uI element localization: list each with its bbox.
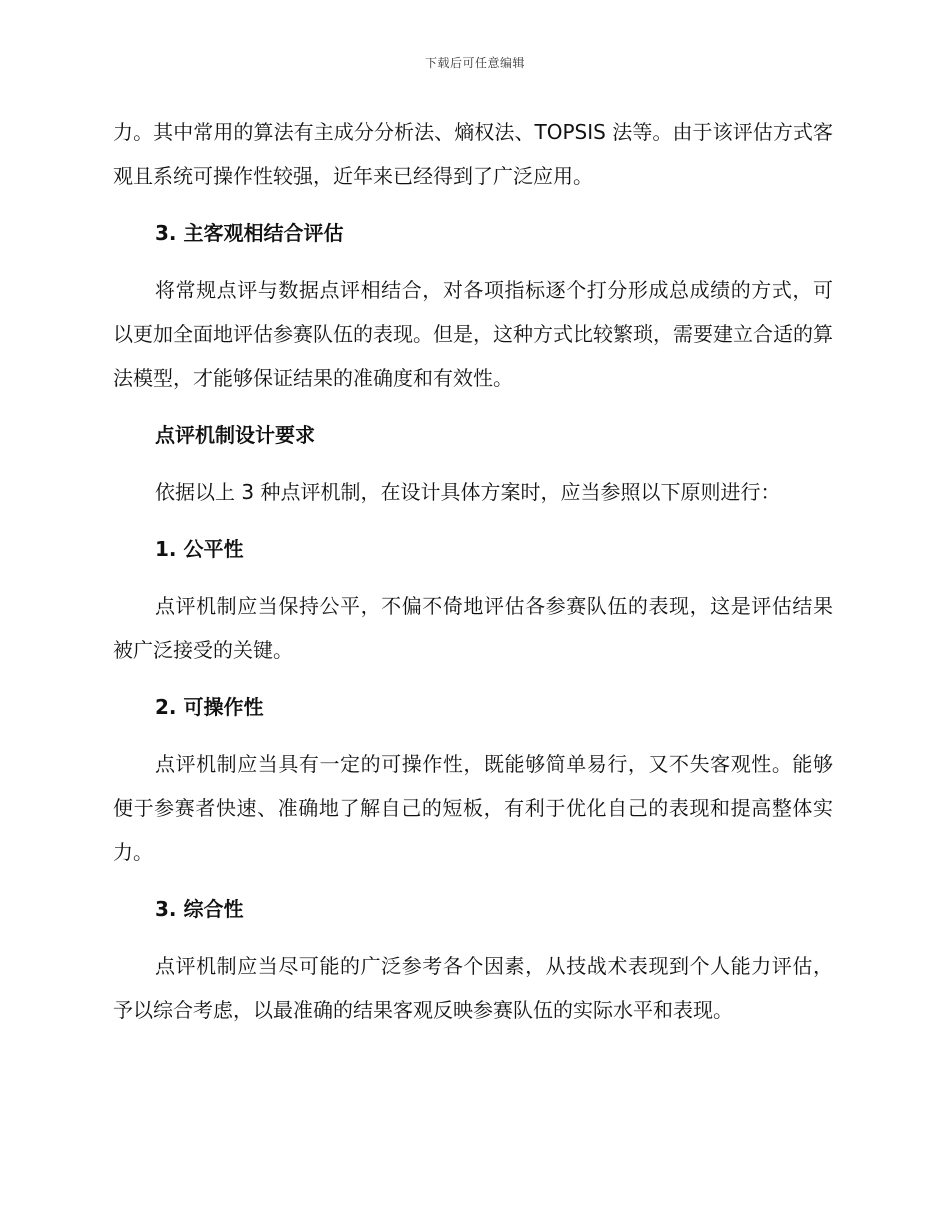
paragraph-algorithms: 力。其中常用的算法有主成分分析法、熵权法、TOPSIS 法等。由于该评估方式客观且系统可操作性较强，近年来已经得到了广泛应用。: [113, 120, 833, 188]
paragraph-operability: 点评机制应当具有一定的可操作性，既能够简单易行，又不失客观性。能够便于参赛者快速、准确地了解自己的短板，有利于优化自己的表现和提高整体实力。: [113, 752, 833, 864]
paragraph-combined-evaluation: 将常规点评与数据点评相结合，对各项指标逐个打分形成总成绩的方式，可以更加全面地评估参赛队伍的表现。但是，这种方式比较繁琐，需要建立合适的算法模型，才能够保证结果的准确度和有效性。: [113, 278, 833, 390]
heading-combined-evaluation: 3. 主客观相结合评估: [155, 221, 344, 245]
heading-comprehensiveness: 3. 综合性: [155, 897, 244, 921]
heading-operability: 2. 可操作性: [155, 695, 264, 719]
document-body: [113, 110, 833, 1045]
paragraph-comprehensiveness: 点评机制应当尽可能的广泛参考各个因素，从技战术表现到个人能力评估，予以综合考虑，以最准确的结果客观反映参赛队伍的实际水平和表现。: [113, 954, 833, 1022]
paragraph-design-principles-intro: 依据以上 3 种点评机制，在设计具体方案时，应当参照以下原则进行：: [155, 480, 781, 504]
paragraph-fairness: 点评机制应当保持公平，不偏不倚地评估各参赛队伍的表现，这是评估结果被广泛接受的关键。: [113, 594, 833, 662]
heading-fairness: 1. 公平性: [155, 537, 244, 561]
heading-design-requirements: 点评机制设计要求: [155, 423, 315, 447]
page-header: 下载后可任意编辑: [424, 56, 525, 70]
